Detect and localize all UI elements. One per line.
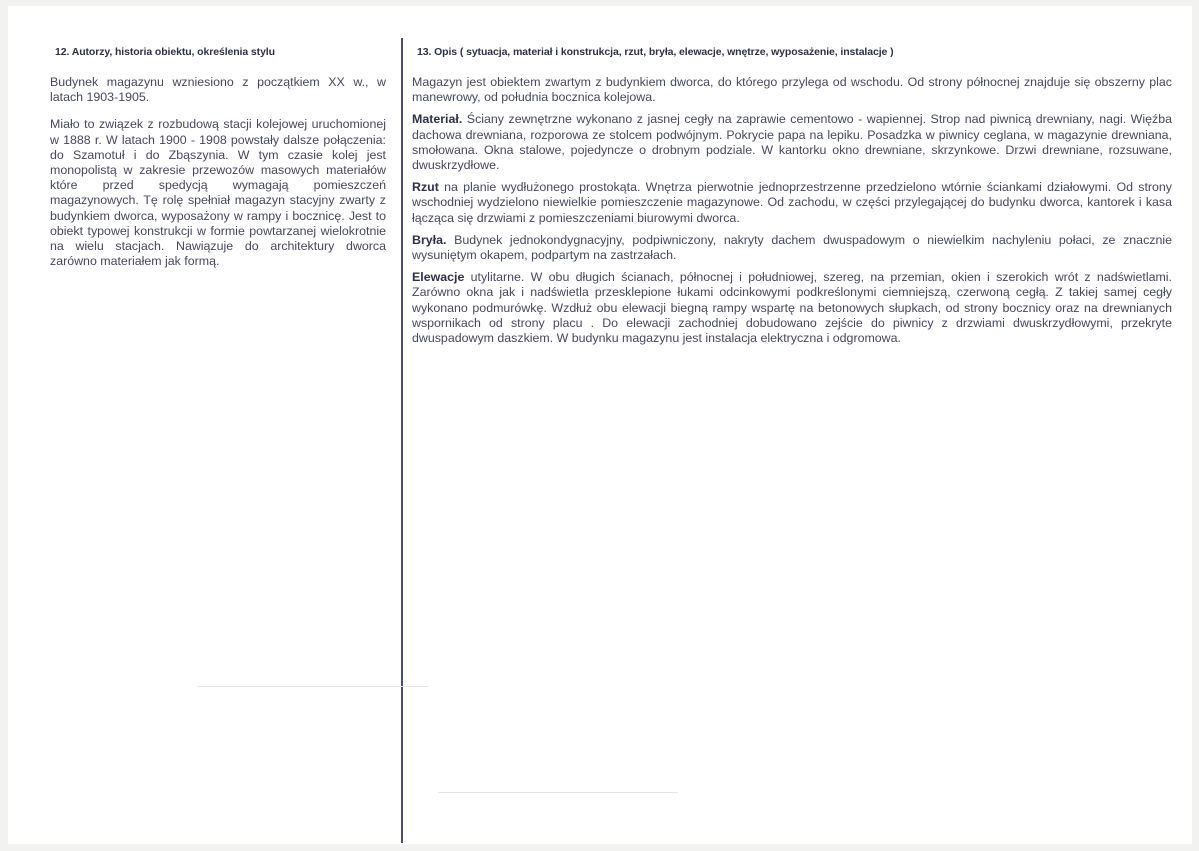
- massing-term: Bryła.: [412, 232, 447, 247]
- column-divider: [401, 38, 403, 843]
- document-page: [8, 6, 1192, 844]
- history-column: [50, 46, 386, 281]
- section-12-heading: 12. Autorzy, historia obiektu, określenia stylu: [55, 46, 275, 58]
- history-paragraph-1: Budynek magazynu wzniesiono z początkiem XX w., w latach 1903-1905.: [50, 75, 386, 105]
- description-intro: Magazyn jest obiektem zwartym z budynkiem dworca, do którego przylega od wschodu. Od strony północnej znajduje się obszerny plac manewrowy, od południa bocznica kolejowa.: [412, 75, 1172, 105]
- elevations-term: Elewacje: [412, 270, 465, 285]
- description-column: [412, 46, 1172, 353]
- faint-scan-line: [438, 792, 678, 793]
- elevations-paragraph: [412, 270, 1172, 346]
- plan-text: na planie wydłużonego prostokąta. Wnętrza pierwotnie jednoprzestrzenne przedzielono wtórnie ściankami działowymi. Od strony wschodniej wydzielono niewielkie pomieszczenie magazynowe. Od zachodu, w części przylegającej do budynku dworca, kantorek i kasa łącząca się drzwiami z pomieszczeniami biurowymi dworca.: [412, 180, 1172, 225]
- elevations-text: utylitarne. W obu długich ścianach, północnej i południowej, szereg, na przemian, okien i szerokich wrót z nadświetlami. Zarówno okna jak i nadświetla przesklepione łukami odcinkowymi podkreślonymi ciemniejszą, czerwoną cegłą. Z takiej samej cegły wykonano podmurówkę. Wzdłuż obu elewacji biegną rampy wspartę na betonowych słupkach, od strony bocznicy oraz na drewnianych wspornikach od strony placu . Do elewacji zachodniej dobudowano zejście do piwnicy z drzwiami dwuskrzydłowymi, przekryte dwuspadowym daszkiem. W budynku magazynu jest instalacja elektryczna i odgromowa.: [412, 270, 1172, 346]
- history-paragraph-2: Miało to związek z rozbudową stacji kolejowej uruchomionej w 1888 r. W latach 1900 - 1908 powstały dalsze połączenia: do Szamotuł i do Zbąszynia. W tym czasie kolej jest monopolistą w zakresie przewozów masowych materiałów które przed spedycją wymagają pomieszczeń magazynowych. Tę rolę spełniał magazyn stacyjny zwarty z budynkiem dworca, wyposażony w rampy i bocznicę. Jest to obiekt typowej konstrukcji w formie powtarzanej wielokrotnie na wielu stacjach. Nawiązuje do architektury dworca zarówno materiałem jak formą.: [50, 117, 386, 269]
- section-13-heading: 13. Opis ( sytuacja, materiał i konstrukcja, rzut, bryła, elewacje, wnętrze, wyposażenie, instalacje ): [417, 46, 894, 58]
- massing-text: Budynek jednokondygnacyjny, podpiwniczony, nakryty dachem dwuspadowym o niewielkim nachyleniu połaci, ze znacznie wysuniętym okapem, podpartym na zastrzałach.: [412, 232, 1172, 263]
- material-text: Ściany zewnętrzne wykonano z jasnej cegły na zaprawie cementowo - wapiennej. Strop nad piwnicą drewniany, nagi. Więźba dachowa drewniana, rozporowa ze stolcem podwójnym. Pokrycie papa na lepiku. Posadzka w piwnicy ceglana, w magazynie drewniana, smołowana. Okna stalowe, pojedyncze o drobnym podziale. W kantorku okno drewniane, skrzynkowe. Drzwi drewniane, rozsuwane, dwuskrzydłowe.: [412, 112, 1172, 173]
- plan-paragraph: [412, 180, 1172, 226]
- material-term: Materiał.: [412, 112, 463, 127]
- plan-term: Rzut: [412, 180, 439, 195]
- faint-scan-line: [198, 686, 428, 687]
- material-paragraph: [412, 112, 1172, 173]
- massing-paragraph: [412, 233, 1172, 263]
